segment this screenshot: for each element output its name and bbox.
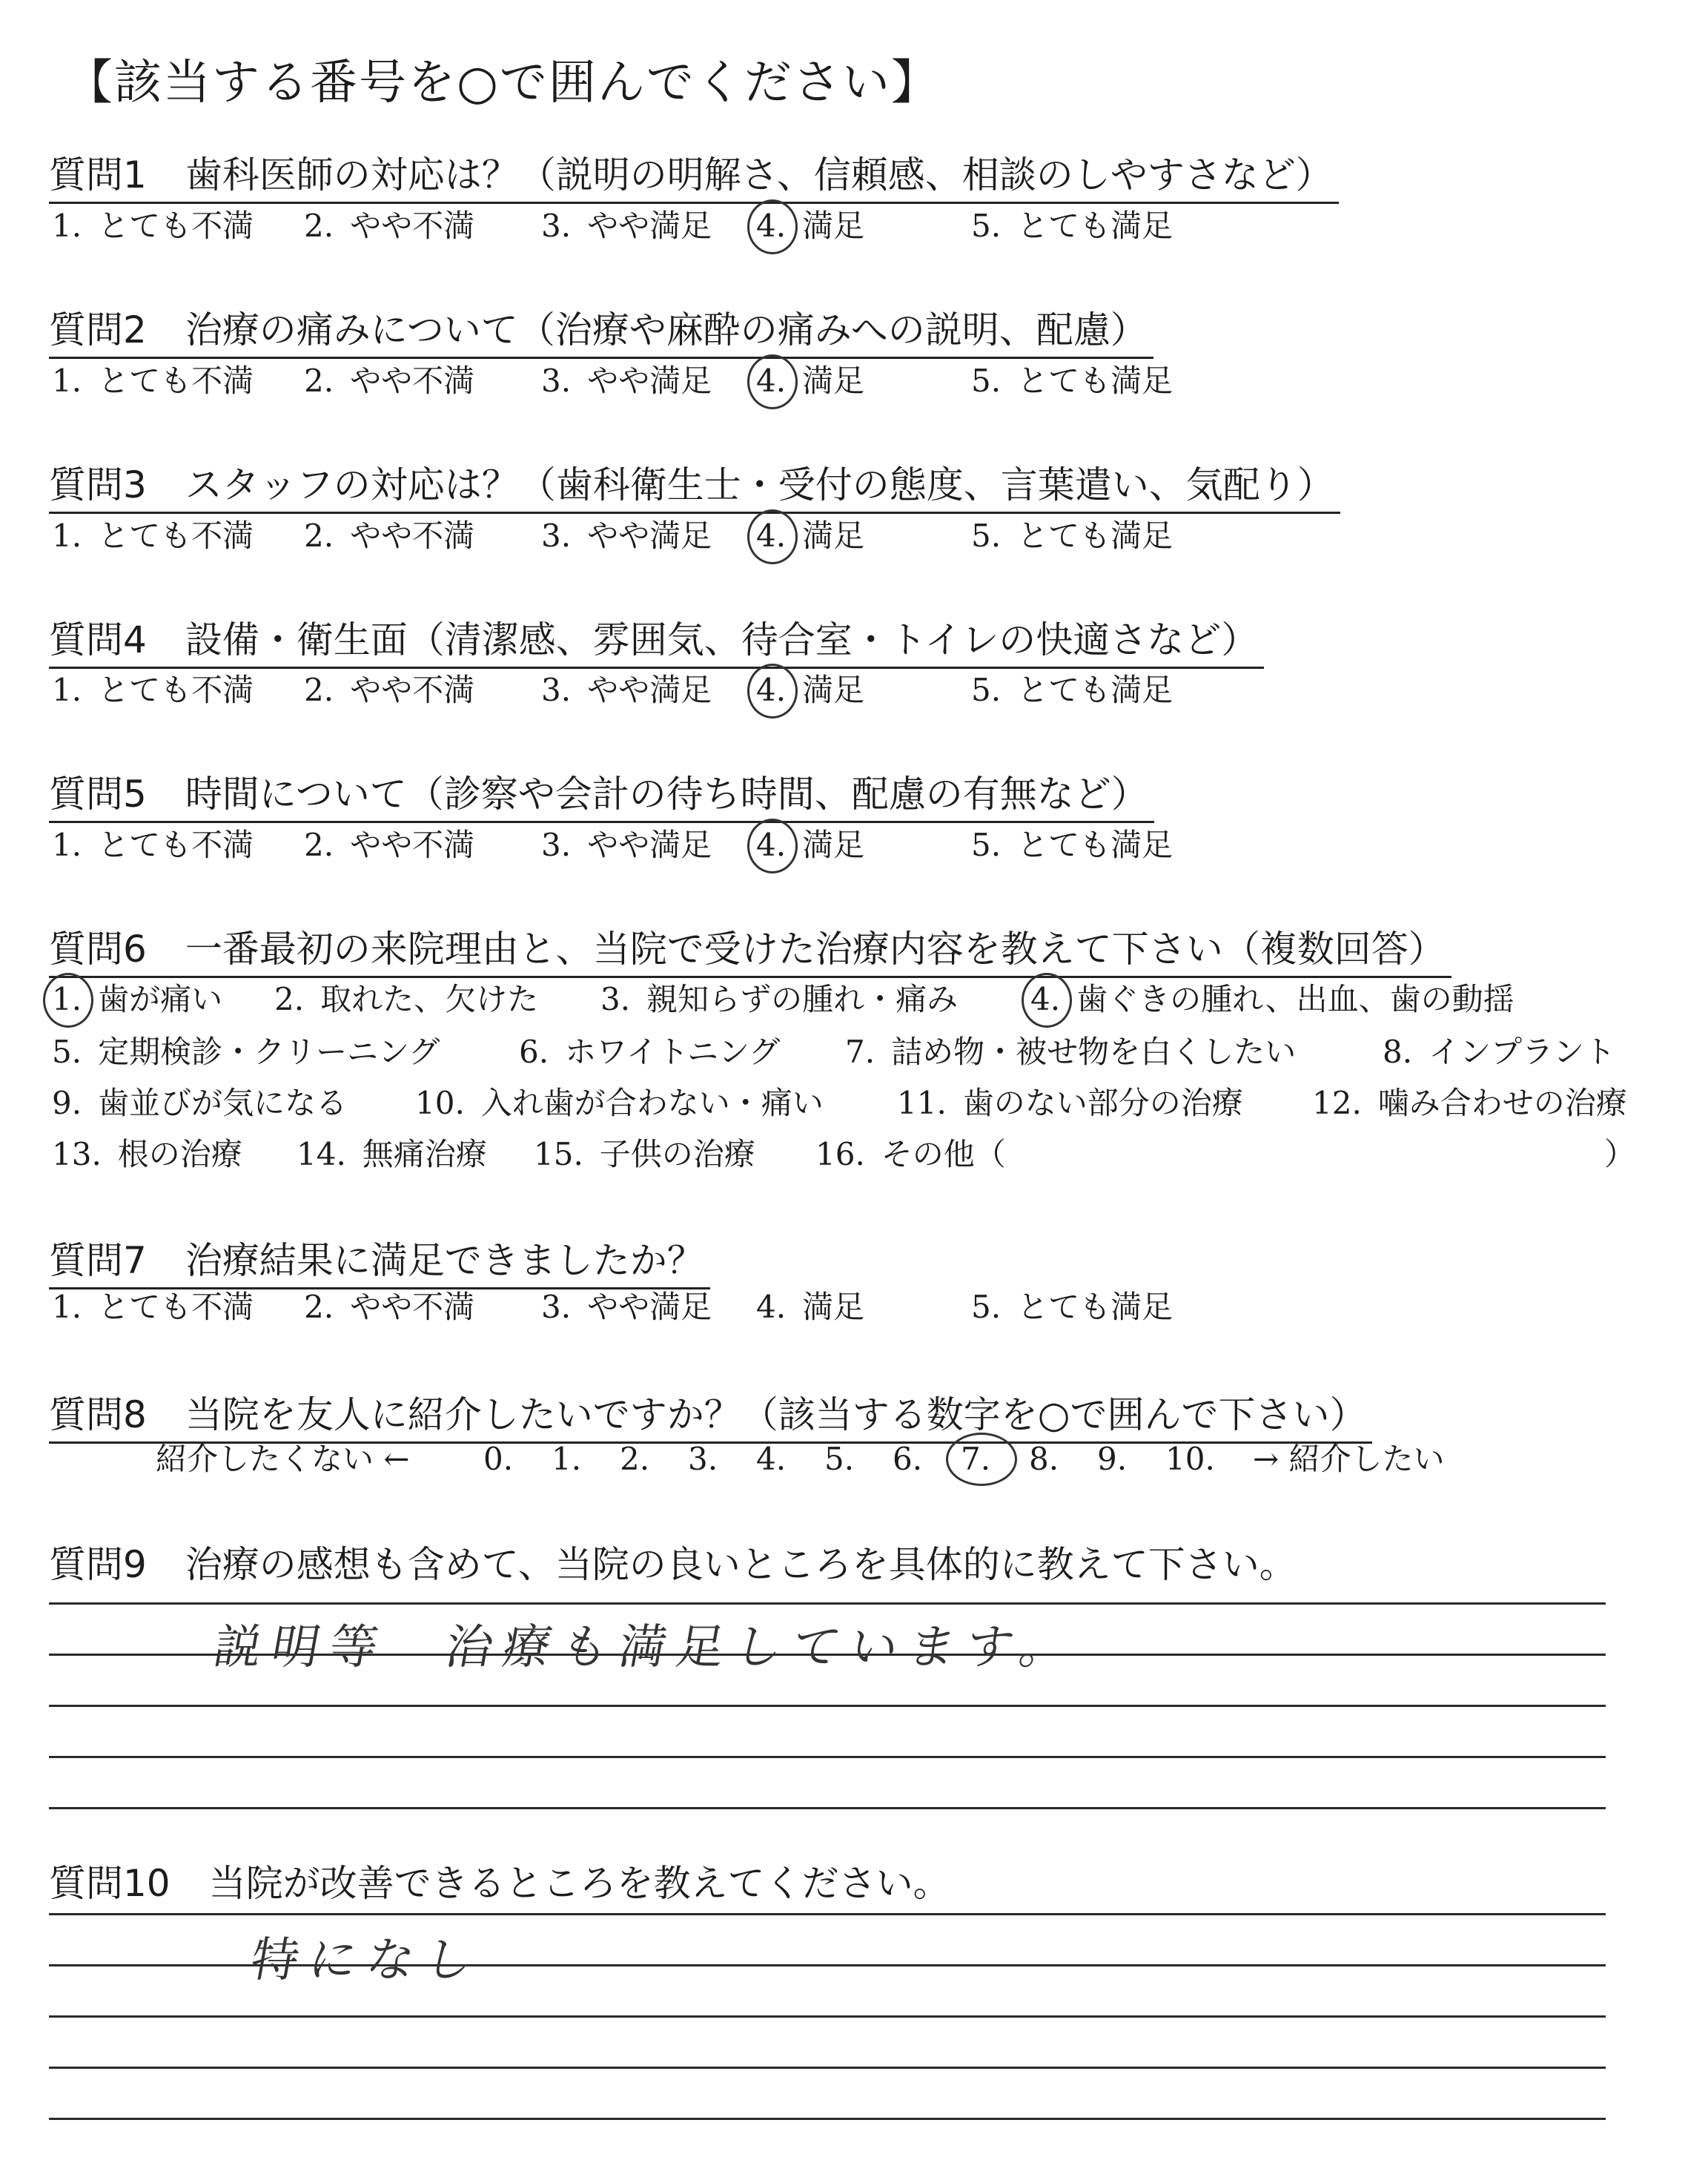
option-label: 根の治療 (117, 1136, 242, 1172)
option-number: 16. (815, 1136, 865, 1172)
option-number: 12. (1312, 1085, 1362, 1121)
option-label: やや満足 (587, 208, 712, 244)
option-item[interactable] (534, 1132, 755, 1177)
question-8-text: 当院を友人に紹介したいですか？（該当する数字を○で囲んで下さい） (185, 1393, 1367, 1436)
option-item[interactable] (52, 1030, 440, 1074)
option-item[interactable] (756, 204, 864, 248)
option-label: やや不満 (350, 518, 475, 554)
question-7-number: 質問7 (49, 1239, 147, 1282)
option-label: とても不満 (98, 827, 254, 863)
option-number: 1. (52, 827, 82, 863)
question-6-text: 一番最初の来院理由と、当院で受けた治療内容を教えて下さい（複数回答） (185, 928, 1446, 971)
option-label: やや不満 (350, 363, 475, 399)
option-number: 5. (971, 1289, 1002, 1325)
option-label: とても満足 (1017, 208, 1174, 244)
q8-number-option[interactable]: 6. (893, 1441, 923, 1477)
option-label: 入れ歯が合わない・痛い (480, 1085, 824, 1121)
option-label: 取れた、欠けた (320, 981, 539, 1017)
option-number: 2. (304, 518, 334, 554)
option-item[interactable] (415, 1081, 824, 1126)
option-number: 4. (756, 827, 787, 863)
q8-number-option[interactable]: 5. (824, 1441, 855, 1477)
q8-number-option[interactable]: 2. (620, 1441, 650, 1477)
option-item[interactable] (52, 514, 254, 558)
option-label: 噛み合わせの治療 (1377, 1085, 1627, 1121)
option-number: 1. (52, 672, 82, 708)
option-item[interactable] (541, 823, 712, 868)
option-label: やや満足 (587, 363, 712, 399)
option-number: 4. (756, 1289, 787, 1325)
option-label: やや不満 (350, 1289, 475, 1325)
option-item[interactable] (845, 1030, 1296, 1074)
option-label: 満足 (802, 208, 865, 244)
question-2-number: 質問2 (49, 308, 147, 351)
question-1-number: 質問1 (49, 153, 147, 196)
option-label: とても不満 (98, 363, 254, 399)
option-item[interactable] (1312, 1081, 1627, 1126)
option-label: 詰め物・被せ物を白くしたい (891, 1034, 1297, 1070)
option-item[interactable] (541, 514, 712, 558)
option-item[interactable] (52, 359, 254, 403)
option-number: 5. (971, 672, 1002, 708)
option-number: 4. (756, 672, 787, 708)
question-3-number: 質問3 (49, 463, 147, 506)
option-item[interactable] (971, 514, 1173, 558)
q8-right-label: → 紹介したい (1253, 1441, 1445, 1477)
question-1-text: 歯科医師の対応は？（説明の明解さ、信頼感、相談のしやすさなど） (185, 153, 1333, 196)
option-item[interactable] (756, 359, 864, 403)
question-6-other-close: ） (1604, 1136, 1636, 1172)
option-number: 2. (304, 1289, 334, 1325)
question-4-text: 設備・衛生面（清潔感、雰囲気、待合室・トイレの快適さなど） (185, 618, 1259, 661)
option-label: 満足 (802, 518, 865, 554)
option-label: 歯並びが気になる (98, 1085, 348, 1121)
option-label: 親知らずの腫れ・痛み (646, 981, 959, 1017)
q8-number-option[interactable]: 0. (483, 1441, 514, 1477)
answer-line (49, 1602, 1606, 1605)
question-9-number: 質問9 (49, 1543, 147, 1586)
option-number: 1. (52, 363, 82, 399)
question-9-text: 治療の感想も含めて、当院の良いところを具体的に教えて下さい。 (185, 1543, 1297, 1586)
option-item[interactable] (600, 977, 958, 1022)
option-number: 5. (971, 827, 1002, 863)
option-item[interactable] (971, 204, 1173, 248)
option-number: 13. (52, 1136, 102, 1172)
option-label: 無痛治療 (362, 1136, 487, 1172)
question-10-text: 当院が改善できるところを教えてください。 (208, 1862, 950, 1905)
option-label: とても満足 (1017, 672, 1174, 708)
option-item[interactable] (52, 1285, 254, 1330)
option-label: 歯が痛い (98, 981, 223, 1017)
option-item[interactable] (304, 823, 474, 868)
option-number: 7. (845, 1034, 875, 1070)
answer-line (49, 2067, 1606, 2069)
option-label: やや不満 (350, 827, 475, 863)
answer-line (49, 1705, 1606, 1707)
option-number: 6. (519, 1034, 549, 1070)
question-10-number: 質問10 (49, 1862, 171, 1905)
option-number: 1. (52, 981, 82, 1017)
option-item[interactable] (541, 204, 712, 248)
option-item[interactable] (52, 204, 254, 248)
option-item[interactable] (971, 1285, 1173, 1330)
option-label: その他（ (881, 1136, 1006, 1172)
question-5-text: 時間について（診察や会計の待ち時間、配慮の有無など） (185, 773, 1148, 816)
option-number: 4. (756, 518, 787, 554)
option-label: とても不満 (98, 208, 254, 244)
option-item[interactable] (304, 359, 474, 403)
question-8-number: 質問8 (49, 1393, 147, 1436)
option-number: 1. (52, 1289, 82, 1325)
option-label: とても不満 (98, 672, 254, 708)
option-number: 3. (600, 981, 631, 1017)
question-6-heading (49, 919, 1452, 978)
option-label: とても満足 (1017, 363, 1174, 399)
q8-number-option[interactable]: 4. (756, 1441, 787, 1477)
option-item[interactable] (541, 359, 712, 403)
question-4-number: 質問4 (49, 618, 147, 661)
answer-line (49, 1913, 1606, 1915)
option-item[interactable] (971, 359, 1173, 403)
option-number: 3. (541, 1289, 572, 1325)
option-label: ホワイトニング (565, 1034, 781, 1070)
option-label: やや満足 (587, 518, 712, 554)
option-number: 1. (52, 518, 82, 554)
q8-left-label: 紹介したくない ← (156, 1441, 410, 1477)
option-item[interactable] (756, 668, 864, 713)
question-2-heading (49, 300, 1153, 359)
q8-number-option[interactable]: 3. (688, 1441, 718, 1477)
option-label: 満足 (802, 827, 865, 863)
question-2-text: 治療の痛みについて（治療や麻酔の痛みへの説明、配慮） (185, 308, 1148, 351)
option-label: 子供の治療 (599, 1136, 755, 1172)
question-5-heading (49, 764, 1154, 823)
option-item[interactable] (971, 668, 1173, 713)
option-number: 2. (304, 827, 334, 863)
option-number: 5. (971, 208, 1002, 244)
option-number: 14. (297, 1136, 346, 1172)
option-item[interactable] (297, 1132, 487, 1177)
question-8-heading (49, 1385, 1372, 1444)
option-number: 2. (304, 672, 334, 708)
option-item[interactable] (756, 514, 864, 558)
option-label: とても満足 (1017, 1289, 1174, 1325)
option-number: 4. (756, 208, 787, 244)
question-7-heading (49, 1231, 710, 1289)
option-label: インプラント (1429, 1034, 1616, 1070)
option-item[interactable] (1030, 977, 1515, 1022)
option-label: とても不満 (98, 518, 254, 554)
option-item[interactable] (52, 668, 254, 713)
option-item[interactable] (304, 514, 474, 558)
option-number: 9. (52, 1085, 82, 1121)
option-item[interactable] (274, 977, 538, 1022)
option-item[interactable] (52, 1132, 242, 1177)
option-item[interactable] (304, 668, 474, 713)
option-number: 5. (971, 518, 1002, 554)
question-5-number: 質問5 (49, 773, 147, 816)
option-label: とても満足 (1017, 827, 1174, 863)
option-label: やや不満 (350, 672, 475, 708)
q8-number-option[interactable]: 7. (961, 1437, 990, 1482)
option-number: 2. (274, 981, 305, 1017)
option-number: 5. (971, 363, 1002, 399)
option-number: 15. (534, 1136, 583, 1172)
option-number: 4. (1030, 981, 1061, 1017)
option-label: 定期検診・クリーニング (98, 1034, 440, 1070)
option-label: 歯のない部分の治療 (962, 1085, 1243, 1121)
answer-line (49, 1807, 1606, 1809)
question-3-text: スタッフの対応は？（歯科衛生士・受付の態度、言葉遣い、気配り） (185, 463, 1334, 506)
option-number: 4. (756, 363, 787, 399)
option-number: 3. (541, 208, 572, 244)
question-6-number: 質問6 (49, 928, 147, 971)
answer-line (49, 2015, 1606, 2018)
option-label: 満足 (802, 363, 865, 399)
option-item[interactable] (756, 1285, 864, 1330)
option-number: 11. (897, 1085, 947, 1121)
option-item[interactable] (815, 1132, 1006, 1177)
option-number: 5. (52, 1034, 82, 1070)
option-item[interactable] (541, 668, 712, 713)
option-label: やや不満 (350, 208, 475, 244)
option-item[interactable] (519, 1030, 780, 1074)
option-label: とても不満 (98, 1289, 254, 1325)
question-10-heading (49, 1854, 956, 1910)
option-label: とても満足 (1017, 518, 1174, 554)
option-label: 満足 (802, 1289, 865, 1325)
option-number: 1. (52, 208, 82, 244)
option-number: 3. (541, 518, 572, 554)
option-label: 満足 (802, 672, 865, 708)
option-number: 3. (541, 672, 572, 708)
option-item[interactable] (52, 823, 254, 868)
page-header: 【該当する番号を○で囲んでください】 (65, 56, 940, 110)
option-number: 3. (541, 827, 572, 863)
question-9-heading (49, 1535, 1302, 1591)
q10-handwritten-answer: 特になし (246, 1933, 488, 1988)
question-1-heading (49, 145, 1339, 204)
option-item[interactable] (1383, 1030, 1615, 1074)
q8-number-option[interactable]: 9. (1097, 1441, 1128, 1477)
option-number: 2. (304, 363, 334, 399)
option-number: 8. (1383, 1034, 1413, 1070)
option-number: 2. (304, 208, 334, 244)
option-item[interactable] (756, 823, 864, 868)
option-label: やや満足 (587, 672, 712, 708)
option-item[interactable] (304, 1285, 474, 1330)
option-item[interactable] (897, 1081, 1243, 1126)
option-item[interactable] (304, 204, 474, 248)
option-label: やや満足 (587, 827, 712, 863)
answer-line (49, 1756, 1606, 1758)
q9-handwritten-answer: 説明等 治療も満足しています。 (209, 1620, 1083, 1675)
option-number: 3. (541, 363, 572, 399)
question-3-heading (49, 455, 1340, 514)
q8-number-option[interactable]: 1. (552, 1441, 582, 1477)
option-number: 10. (415, 1085, 465, 1121)
option-label: やや満足 (587, 1289, 712, 1325)
question-7-text: 治療結果に満足できましたか？ (185, 1239, 704, 1282)
option-item[interactable] (971, 823, 1173, 868)
option-label: 歯ぐきの腫れ、出血、歯の動揺 (1076, 981, 1515, 1017)
q8-number-option[interactable]: 10. (1165, 1441, 1215, 1477)
option-item[interactable] (52, 977, 222, 1022)
option-item[interactable] (52, 1081, 347, 1126)
q8-number-option[interactable]: 8. (1029, 1441, 1059, 1477)
question-4-heading (49, 610, 1264, 669)
answer-line (49, 2118, 1606, 2120)
option-item[interactable] (541, 1285, 712, 1330)
